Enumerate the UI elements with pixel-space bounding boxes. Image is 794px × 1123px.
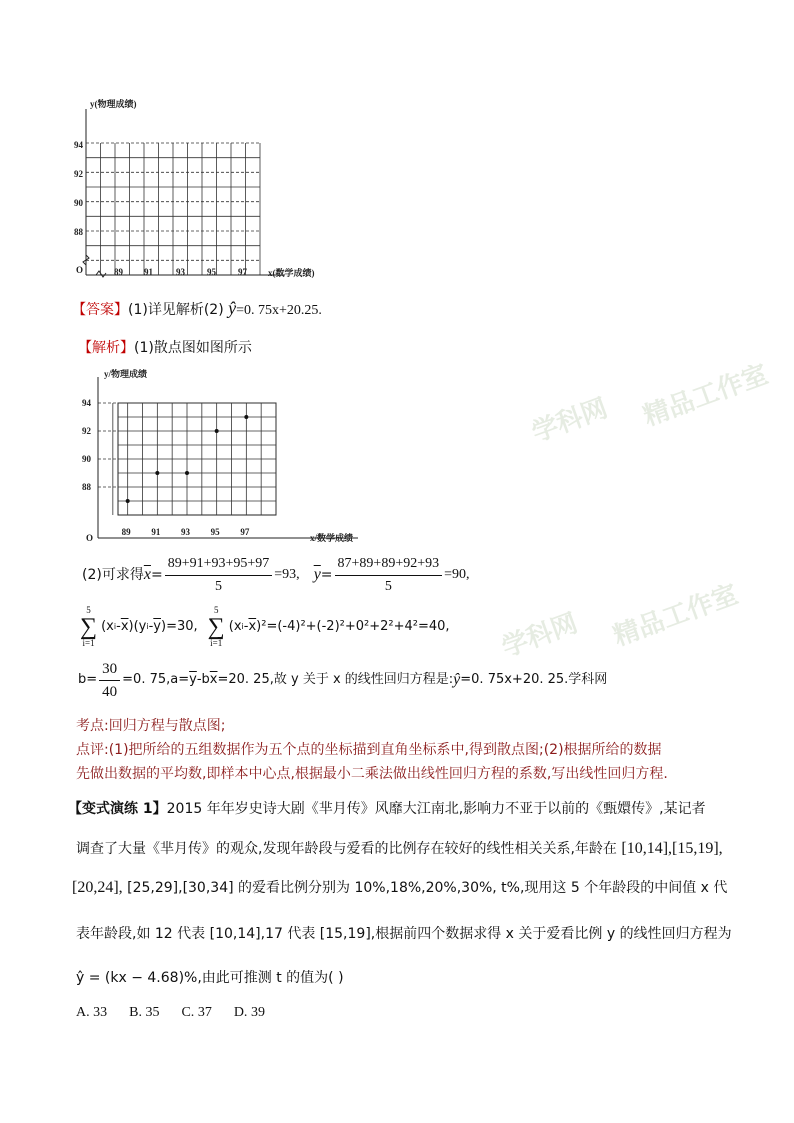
x-mean-result: =93, bbox=[274, 567, 300, 582]
y-hat-symbol: ŷ bbox=[228, 298, 237, 318]
sum-calculation: 5 ∑ i=1 (x i - $\overline{x}$ )(y i - $\overline{y}$ )=30, 5 ∑ i=1 (x i - $\overline{x}$ )²=(-4)²+(-2)²+0²+2²+4²=40, bbox=[80, 605, 450, 648]
dianping-line-2: 先做出数据的平均数,即样本中心点,根据最小二乘法做出线性回归方程的系数,写出线性回归方程. bbox=[76, 766, 668, 782]
x-tick: 97 bbox=[240, 527, 250, 537]
sum2-part: (x bbox=[228, 619, 242, 634]
x-tick: 93 bbox=[176, 267, 185, 277]
answer-equation: =0. 75x+20.25. bbox=[236, 303, 322, 318]
variant-line-5: ŷ = (kx − 4.68)%,由此可推测 t 的值为( ) bbox=[76, 970, 344, 986]
dianping-line-1: 点评:(1)把所给的五组数据作为五个点的坐标描到直角坐标系中,得到散点图;(2)根据所给的数据 bbox=[76, 742, 662, 758]
watermark: 精品工作室 bbox=[609, 578, 742, 652]
analysis-text: (1)散点图如图所示 bbox=[134, 340, 252, 356]
y-tick: 94 bbox=[74, 140, 83, 150]
answer-text: (1)详见解析(2) bbox=[128, 302, 224, 318]
y-bar: $\overline{y}$ bbox=[313, 566, 321, 583]
sum1-part: (x bbox=[101, 619, 114, 634]
answer-line bbox=[72, 298, 322, 321]
x-axis-label: x(数学成绩) bbox=[268, 268, 315, 278]
y-tick: 88 bbox=[74, 227, 83, 237]
summation: 5 ∑ i=1 bbox=[207, 605, 225, 648]
y-tick: 90 bbox=[74, 198, 83, 208]
analysis-line bbox=[78, 338, 252, 358]
option-d: D. 39 bbox=[233, 1005, 265, 1020]
mean-calculation: (2)可求得 $\overline{x}$ = $\frac{89+91+93+95+97}{5}$ =93, $\overline{y}$ = $\frac{87+89+89+92+93}{5}$ =90, bbox=[82, 553, 470, 597]
data-point bbox=[244, 415, 248, 419]
x-tick: 91 bbox=[144, 267, 153, 277]
x-axis-label: x/数学成绩 bbox=[310, 533, 354, 543]
x-mean-numerator: 89+91+93+95+97 bbox=[165, 554, 273, 576]
x-tick: 95 bbox=[210, 527, 220, 537]
kaodian: 考点:回归方程与散点图; bbox=[76, 718, 226, 734]
x-mean-denominator: 5 bbox=[214, 578, 222, 594]
y-tick: 94 bbox=[82, 398, 91, 408]
variant-line-1 bbox=[68, 799, 706, 819]
x-tick: 95 bbox=[207, 267, 216, 277]
watermark: 学科网 bbox=[527, 392, 612, 448]
option-a: A. 33 bbox=[76, 1005, 108, 1020]
empty-coordinate-grid bbox=[70, 95, 315, 285]
y-mean-result: =90, bbox=[444, 567, 470, 582]
summation: 5 ∑ i=1 bbox=[80, 605, 98, 648]
data-point bbox=[155, 471, 159, 475]
y-mean-denominator: 5 bbox=[384, 578, 392, 594]
variant-text: 2015 年年岁史诗大剧《芈月传》风靡大江南北,影响力不亚于以前的《甄嬛传》,某记者 bbox=[166, 801, 706, 817]
y-axis-label: y(物理成绩) bbox=[90, 99, 137, 109]
coefficient-calculation: b= $\frac{30}{40}$ =0. 75,a= $\overline{y}$ -b $\overline{x}$ =20. 25,故 y 关于 x 的线性回归方程是: ŷ =0. 75x+20. 25.学科网 bbox=[78, 660, 608, 700]
variant-line-3: [20,24], [25,29],[30,34] 的爱看比例分别为 10%,18%,20%,30%, t%,现用这 5 个年龄段的中间值 x 代 bbox=[72, 879, 728, 896]
y-hat-symbol: ŷ bbox=[453, 671, 461, 688]
y-tick: 92 bbox=[74, 169, 83, 179]
x-tick: 91 bbox=[151, 527, 161, 537]
origin-label: O bbox=[76, 265, 84, 275]
y-tick: 92 bbox=[82, 426, 91, 436]
calc-prefix: (2)可求得 bbox=[82, 567, 144, 583]
watermark: 精品工作室 bbox=[639, 358, 772, 432]
watermark: 学科网 bbox=[497, 607, 582, 663]
analysis-tag: 【解析】 bbox=[78, 340, 134, 356]
data-point bbox=[215, 429, 219, 433]
b-denominator: 40 bbox=[102, 683, 118, 700]
answer-options bbox=[76, 1003, 265, 1023]
data-point bbox=[185, 471, 189, 475]
x-bar: $\overline{x}$ bbox=[143, 566, 151, 583]
answer-tag: 【答案】 bbox=[72, 302, 128, 318]
x-tick: 89 bbox=[114, 267, 123, 277]
b-numerator: 30 bbox=[99, 659, 120, 681]
variant-tag: 【变式演练 1】 bbox=[68, 801, 167, 817]
x-tick: 89 bbox=[121, 527, 131, 537]
y-mean-numerator: 87+89+89+92+93 bbox=[335, 554, 443, 576]
y-tick: 88 bbox=[82, 482, 91, 492]
option-c: C. 37 bbox=[181, 1005, 212, 1020]
scatter-plot bbox=[78, 365, 378, 550]
data-point bbox=[126, 499, 130, 503]
x-tick: 93 bbox=[181, 527, 190, 537]
variant-line-4: 表年龄段,如 12 代表 [10,14],17 代表 [15,19],根据前四个数据求得 x 关于爱看比例 y 的线性回归方程为 bbox=[76, 926, 732, 942]
x-tick: 97 bbox=[238, 267, 247, 277]
variant-line-2: 调查了大量《芈月传》的观众,发现年龄段与爱看的比例存在较好的线性相关关系,年龄在 [10,14],[15,19], bbox=[76, 840, 723, 857]
y-tick: 90 bbox=[82, 454, 91, 464]
y-axis-label: y/物理成绩 bbox=[104, 369, 148, 379]
origin-label: O bbox=[86, 533, 94, 543]
option-b: B. 35 bbox=[129, 1005, 160, 1020]
b-label: b= bbox=[78, 672, 98, 687]
